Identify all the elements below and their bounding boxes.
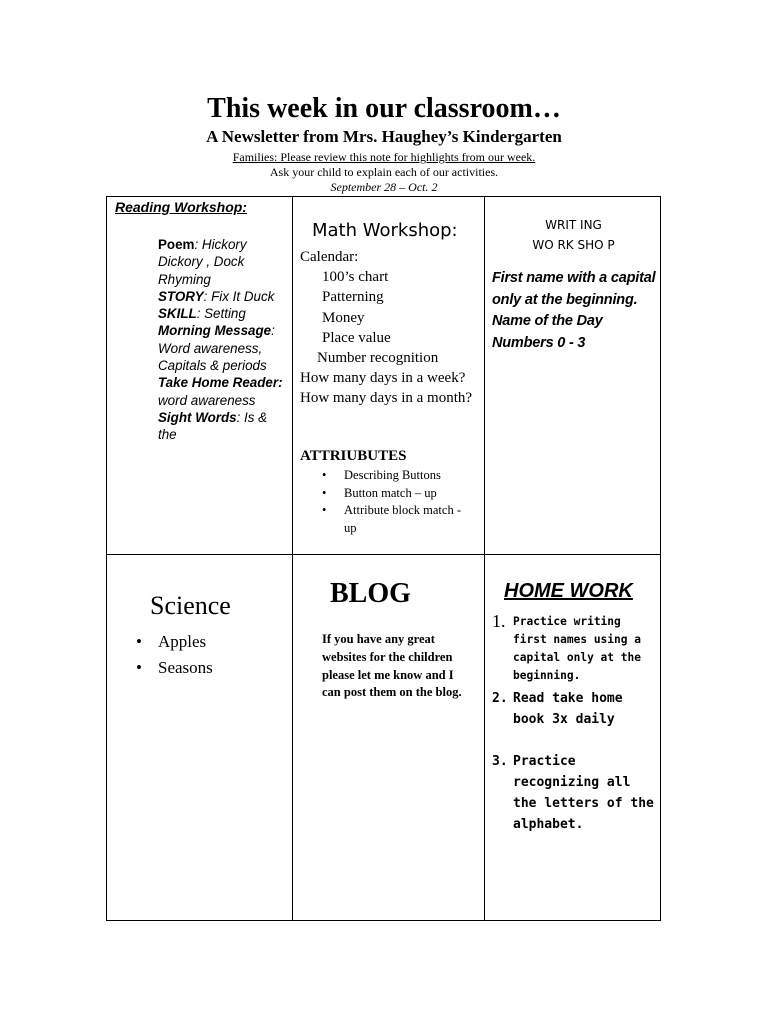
homework-number: 3.	[492, 754, 508, 769]
attributes-list	[322, 467, 472, 537]
list-item: • Button match – up	[322, 485, 472, 503]
story-label: STORY	[158, 288, 204, 304]
date-range: September 28 – Oct. 2	[330, 180, 438, 194]
writing-workshop-body	[492, 268, 657, 354]
writing-workshop-title	[486, 215, 661, 255]
list-item: • Attribute block match -up	[322, 502, 472, 537]
reading-workshop-body	[158, 236, 288, 444]
days-in-week-question: How many days in a week?	[300, 370, 466, 387]
take-home-label: Take Home Reader:	[158, 375, 283, 391]
writing-name-of-day: Name of the Day	[492, 313, 603, 329]
grid-divider-1	[292, 196, 293, 921]
homework-text: Practice writing first names using a capital only at the beginning.	[513, 615, 641, 682]
number-recognition: Number recognition	[317, 350, 439, 367]
families-note: Families: Please review this note for highlights from our week.	[232, 150, 536, 164]
writing-numbers: Numbers 0 - 3	[492, 334, 586, 351]
homework-item	[492, 688, 657, 730]
math-item: Money	[322, 309, 365, 326]
sight-words-value: : Is & the	[158, 409, 268, 443]
homework-text: Practice recognizing all the letters of the alphabet.	[513, 754, 654, 832]
reading-workshop-title: Reading Workshop:	[115, 199, 247, 215]
science-list	[136, 629, 213, 681]
take-home-value: word awareness	[158, 392, 256, 408]
writing-title-line-2: WO RK SHO P	[532, 238, 615, 252]
morning-message-value: : Word awareness, Capitals & periods	[158, 323, 275, 374]
list-item: • Apples	[136, 629, 213, 655]
homework-number: 2.	[492, 691, 508, 706]
page-title: This week in our classroom…	[207, 93, 561, 124]
skill-value: : Setting	[196, 306, 246, 322]
homework-number: 1.	[492, 611, 506, 631]
writing-first-name: First name with a capital only at the beginning.	[492, 270, 656, 308]
math-item: Patterning	[322, 289, 384, 306]
grid-divider-2	[484, 196, 485, 921]
days-in-month-question: How many days in a month?	[300, 390, 473, 407]
poem-value: : Hickory Dickory , Dock Rhyming	[158, 237, 247, 287]
math-workshop-body	[300, 247, 480, 409]
math-workshop-title: Math Workshop:	[312, 220, 458, 241]
ask-line: Ask your child to explain each of our activities.	[269, 165, 499, 179]
newsletter-subtitle: A Newsletter from Mrs. Haughey’s Kindergarten	[206, 127, 562, 146]
blog-title: BLOG	[330, 578, 411, 609]
list-item: • Seasons	[136, 655, 213, 681]
morning-message-label: Morning Message	[158, 323, 272, 339]
grid-divider-row	[106, 554, 661, 555]
sight-words-label: Sight Words	[158, 409, 237, 425]
story-value: : Fix It Duck	[203, 288, 275, 304]
poem-label: Poem	[158, 237, 195, 252]
attributes-title: ATTRIUBUTES	[300, 448, 407, 464]
calendar-label: Calendar:	[300, 249, 359, 265]
list-item: • Describing Buttons	[322, 467, 472, 485]
homework-title: HOME WORK	[504, 580, 633, 602]
homework-text: Read take home book 3x daily	[513, 691, 623, 727]
math-item: Place value	[322, 329, 391, 346]
writing-title-line-1: WRIT ING	[545, 218, 602, 232]
science-title: Science	[150, 591, 231, 620]
homework-item	[492, 611, 657, 685]
math-item: 100’s chart	[322, 269, 389, 286]
skill-label: SKILL	[158, 306, 197, 322]
homework-item	[492, 751, 657, 835]
blog-body: If you have any great websites for the children please let me know and I can post them on the blog.	[322, 632, 462, 700]
